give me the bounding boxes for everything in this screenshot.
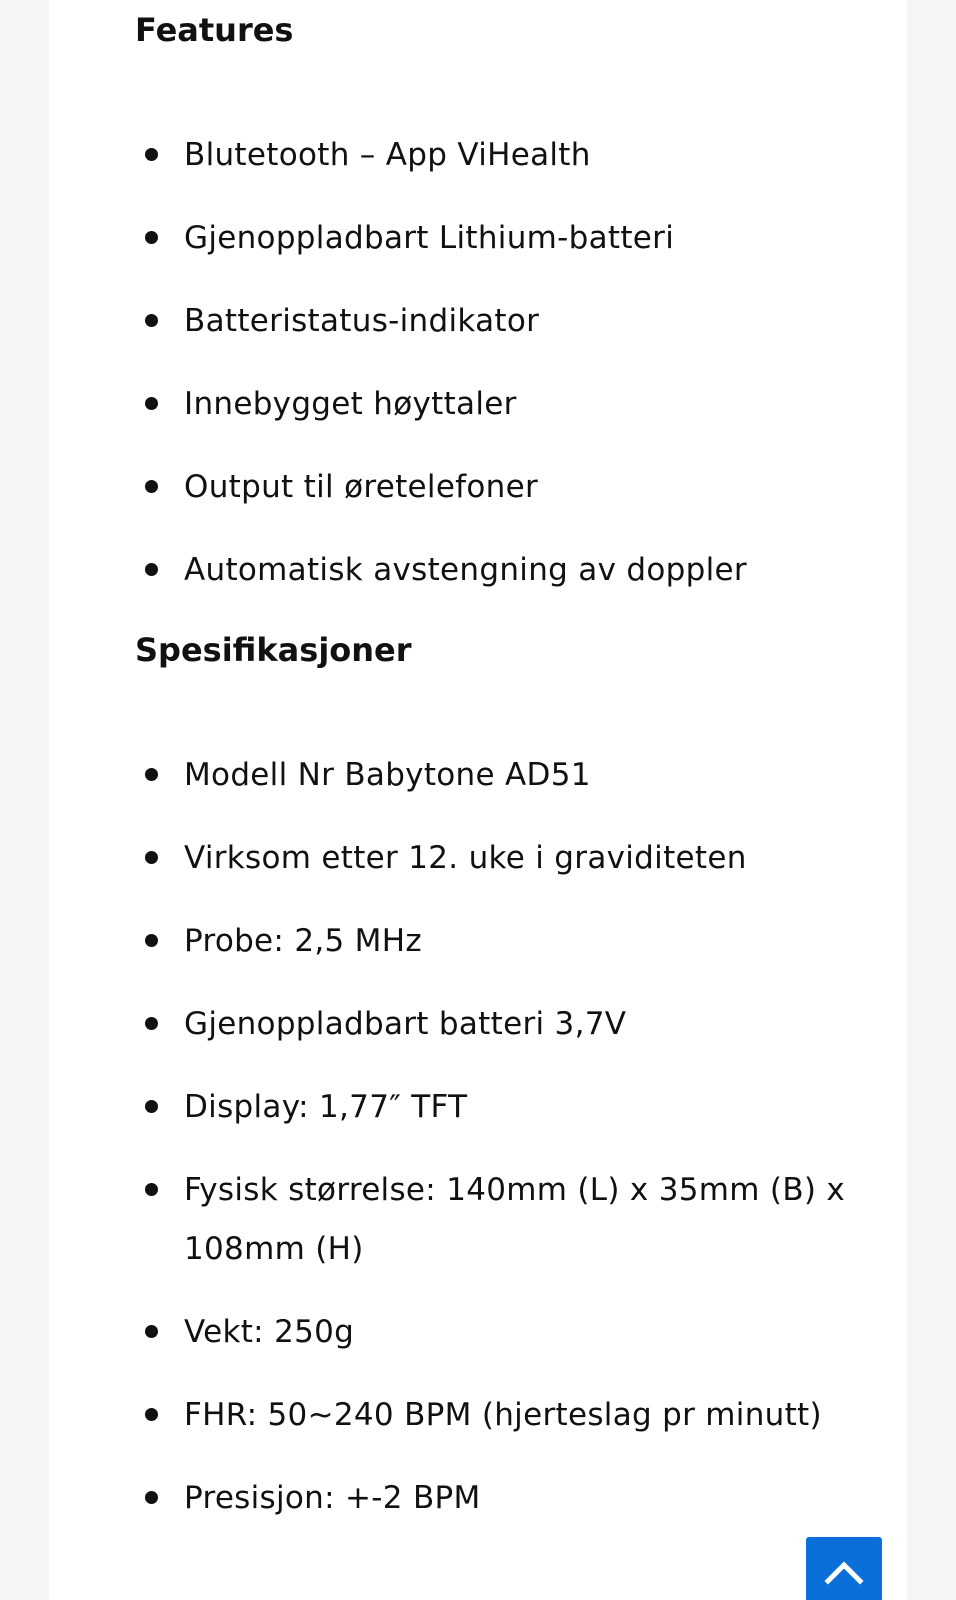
list-item: Innebygget høyttaler [135, 375, 895, 434]
back-to-top-button[interactable] [806, 1537, 882, 1600]
list-item: Blutetooth – App ViHealth [135, 126, 895, 185]
list-item: Display: 1,77″ TFT [135, 1078, 895, 1137]
list-item: Modell Nr Babytone AD51 [135, 746, 895, 805]
features-heading: Features [135, 11, 294, 49]
features-list [135, 126, 895, 600]
chevron-up-icon [824, 1558, 864, 1586]
specifications-heading: Spesifikasjoner [135, 631, 412, 669]
product-description [135, 0, 895, 1552]
list-item: Automatisk avstengning av doppler [135, 541, 895, 600]
list-item: Fysisk størrelse: 140mm (L) x 35mm (B) x 108mm (H) [135, 1161, 895, 1279]
list-item: FHR: 50~240 BPM (hjerteslag pr minutt) [135, 1386, 895, 1445]
list-item: Virksom etter 12. uke i graviditeten [135, 829, 895, 888]
list-item: Gjenoppladbart batteri 3,7V [135, 995, 895, 1054]
list-item: Gjenoppladbart Lithium-batteri [135, 209, 895, 268]
list-item: Output til øretelefoner [135, 458, 895, 517]
specifications-list [135, 746, 895, 1528]
list-item: Vekt: 250g [135, 1303, 895, 1362]
list-item: Presisjon: +-2 BPM [135, 1469, 895, 1528]
list-item: Batteristatus-indikator [135, 292, 895, 351]
list-item: Probe: 2,5 MHz [135, 912, 895, 971]
